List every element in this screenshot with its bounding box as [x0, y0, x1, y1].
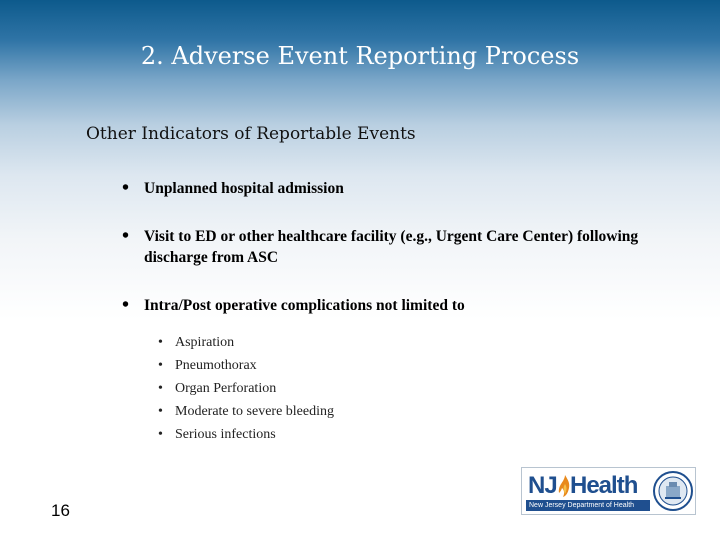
sub-bullet-item [158, 377, 558, 400]
slide-subtitle: Other Indicators of Reportable Events [86, 124, 416, 144]
sub-bullet-dot: • [158, 381, 163, 396]
sub-bullet-item [158, 331, 558, 354]
logo-department-text: New Jersey Department of Health [529, 502, 635, 509]
bullet-text: Intra/Post operative complications not limited to [144, 297, 465, 314]
sub-bullet-text: Serious infections [175, 427, 276, 442]
sub-bullet-item [158, 423, 558, 446]
nj-health-logo [521, 467, 696, 515]
sub-bullet-item [158, 354, 558, 377]
bullet-dot: • [122, 294, 130, 316]
logo-health-text: Health [570, 472, 638, 499]
sub-bullet-dot: • [158, 335, 163, 350]
bullet-list [120, 178, 680, 316]
sub-bullet-item [158, 400, 558, 423]
sub-bullet-list [158, 331, 558, 446]
slide-title: 2. Adverse Event Reporting Process [140, 42, 580, 70]
bullet-text: Unplanned hospital admission [144, 180, 344, 197]
sub-bullet-text: Moderate to severe bleeding [175, 404, 334, 419]
bullet-dot: • [122, 225, 130, 247]
page-number: 16 [51, 501, 70, 520]
bullet-item [120, 226, 680, 268]
sub-bullet-dot: • [158, 358, 163, 373]
sub-bullet-text: Aspiration [175, 335, 235, 350]
bullet-item [120, 295, 680, 316]
sub-bullet-dot: • [158, 427, 163, 442]
logo-nj-text: NJ [528, 472, 557, 499]
sub-bullet-text: Pneumothorax [175, 358, 257, 373]
bullet-item [120, 178, 680, 199]
state-seal-icon [653, 470, 693, 512]
sub-bullet-dot: • [158, 404, 163, 419]
bullet-text: Visit to ED or other healthcare facility (e.g., Urgent Care Center) following discharge from ASC [144, 228, 639, 266]
sub-bullet-text: Organ Perforation [175, 381, 277, 396]
bullet-dot: • [122, 177, 130, 199]
